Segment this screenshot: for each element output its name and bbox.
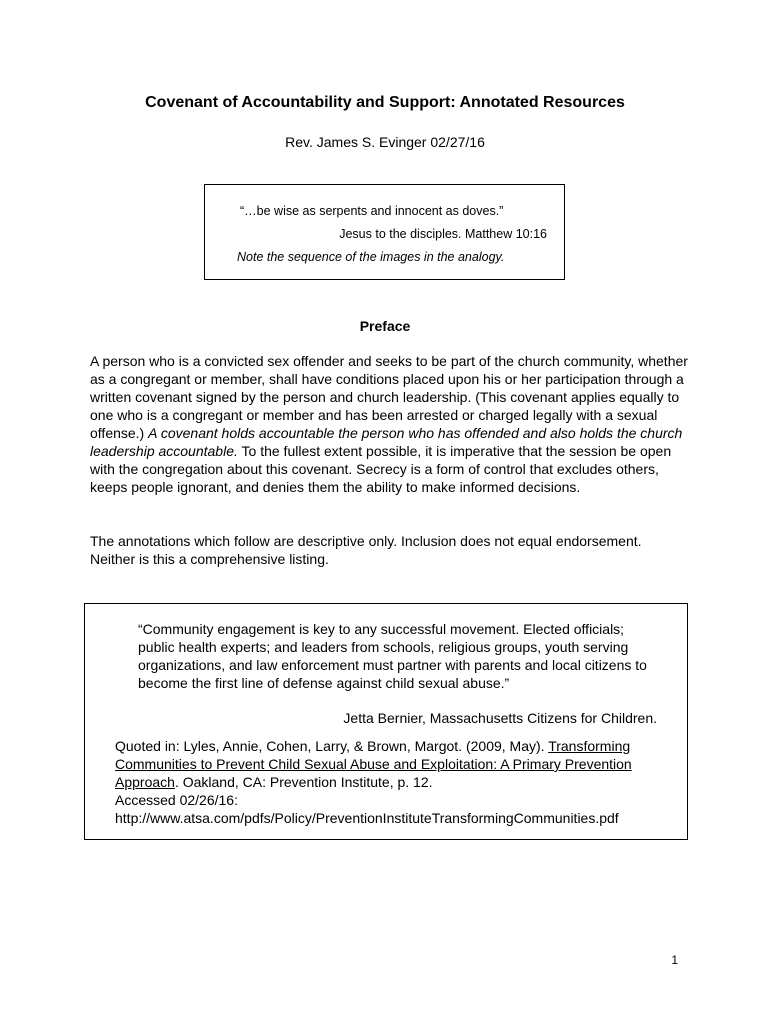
citation-source-prefix: Quoted in: Lyles, Annie, Cohen, Larry, & Brown, Margot. (2009, May). <box>115 738 549 754</box>
preface-paragraph-2: The annotations which follow are descriptive only. Inclusion does not equal endorsement. Neither is this a comprehensive listing. <box>90 533 642 567</box>
preface-paragraph-1 <box>90 352 690 496</box>
citation-quote: “Community engagement is key to any successful movement. Elected officials; public health experts; and leaders from schools, religious groups, youth serving organizations, and law enforcement must partner with parents and local citizens to become the first line of defense against child sexual abuse.” <box>138 621 647 691</box>
epigraph-attribution: Jesus to the disciples. Matthew 10:16 <box>339 227 547 241</box>
author-date-line: Rev. James S. Evinger 02/27/16 <box>285 134 485 150</box>
citation-attribution: Jetta Bernier, Massachusetts Citizens for Children. <box>343 710 657 726</box>
epigraph-box <box>204 184 565 280</box>
citation-url: http://www.atsa.com/pdfs/Policy/PreventionInstituteTransformingCommunities.pdf <box>115 810 619 826</box>
preface-text-part-2: To the fullest extent possible, it is imperative that the session be open with the congregation about this covenant. Secrecy is a form of control that excludes others, keeps people ignorant, and denies them the ability to make informed decisions. <box>90 443 672 495</box>
citation-source <box>115 737 685 827</box>
epigraph-note: Note the sequence of the images in the analogy. <box>237 250 505 264</box>
citation-box <box>84 603 688 840</box>
citation-accessed: Accessed 02/26/16: <box>115 792 238 808</box>
citation-source-suffix: . Oakland, CA: Prevention Institute, p. 12. <box>174 774 433 790</box>
citation-source-title: Transforming Communities to Prevent Child Sexual Abuse and Exploitation: A Primary Prevention Approach <box>115 738 632 790</box>
preface-italic-statement: A covenant holds accountable the person who has offended and also holds the church leadership accountable. <box>90 425 683 459</box>
preface-text-part-1: A person who is a convicted sex offender and seeks to be part of the church community, whether as a congregant or member, shall have conditions placed upon his or her participation through a written covenant signed by the person and church leadership. (This covenant applies equally to one who is a congregant or member and has been arrested or charged legally with a sexual offense.) <box>90 353 688 441</box>
preface-heading: Preface <box>359 318 411 334</box>
document-title: Covenant of Accountability and Support: Annotated Resources <box>145 94 625 111</box>
page-number: 1 <box>671 953 678 967</box>
epigraph-quote: “…be wise as serpents and innocent as doves.” <box>240 204 504 218</box>
